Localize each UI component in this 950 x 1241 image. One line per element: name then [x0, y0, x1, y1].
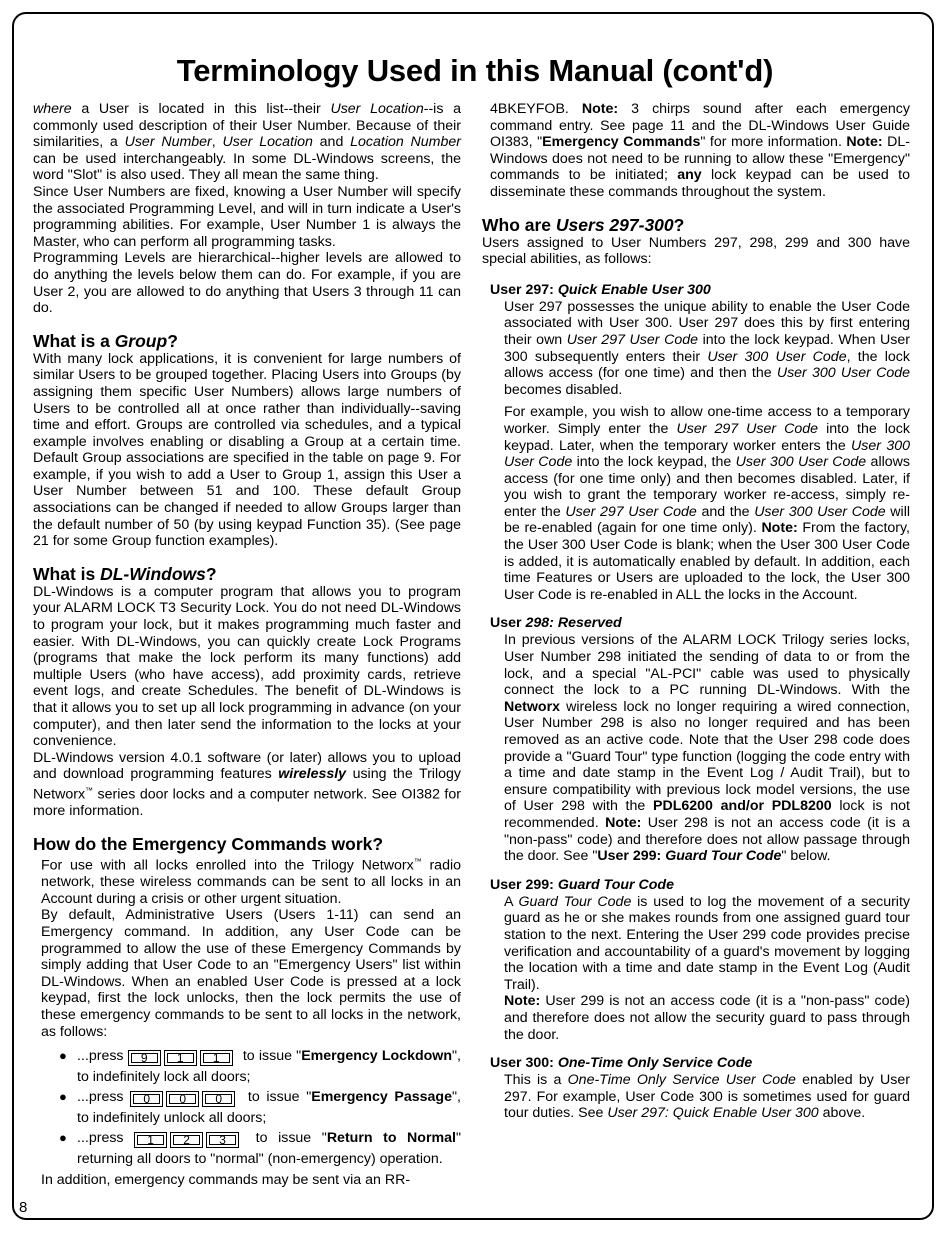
paragraph-user-297: User 297 possesses the unique ability to enable the User Code associated with User 300. User 297 does this by first entering their own User 297 User Code into the lock keypad. When User 300 subsequently enters their User 300 User Code, the lock allows access (for one time) and then the User 300 User Code becomes disabled.: [504, 298, 911, 398]
page-title: Terminology Used in this Manual (cont'd): [176, 53, 774, 88]
paragraph-user-location: where a User is located in this list--their User Location--is a commonly used description of their User Number. Because of their similarities, a User Number, User Location and Location Number can be used interchangeably. In some DL-Windows screens, the word "Slot" is also used. They all mean the same thing.: [33, 101, 461, 184]
paragraph-user-297-example: For example, you wish to allow one-time access to a temporary worker. Simply enter the User 297 User Code into the lock keypad. Later, when the temporary worker enters the User 300 User Code into the lock keypad, the User 300 User Code allows access (for one time only) and then becomes disabled. Later, if you wish to grant the temporary worker re-access, simply re-enter the User 297 User Code and the User 300 User Code will be re-enabled (again for one time only). Note: From the factory, the User 300 User Code is blank; when the User 300 User Code is added, it is automatically enabled by default. In addition, each time Features or Users are uploaded to the lock, the User 300 User Code is re-enabled in ALL the locks in the Account.: [504, 404, 910, 603]
page-number: 8: [19, 1199, 28, 1216]
heading-user-297: User 297: Quick Enable User 300: [490, 281, 711, 298]
heading-users-297-300: Who are Users 297-300?: [482, 214, 685, 235]
emergency-section: [33, 854, 461, 1189]
paragraph-user-299: A Guard Tour Code is used to log the movement of a security guard as he or she makes rounds from one assigned guard tour station to the next. Entering the User 299 code provides precise verification and accountability of a guard's movement by logging the location with a time and date stamp in the Event Log (Audit Trail).: [504, 893, 910, 993]
paragraph-user-300: This is a One-Time Only Service User Code enabled by User 297. For example, User Code 300 is sometimes used for guard tour duties. See User 297: Quick Enable User 300 above.: [504, 1072, 911, 1122]
heading-emergency-commands: How do the Emergency Commands work?: [33, 833, 384, 854]
paragraph-dl-windows-version: DL-Windows version 4.0.1 software (or later) allows you to upload and download programming features wirelessly using the Trilogy Networx™ series door locks and a computer network. See OI382 for more information.: [33, 749, 461, 820]
bullet-icon: ●: [59, 1089, 67, 1105]
user-298-section: [482, 632, 910, 864]
paragraph-user-numbers: Since User Numbers are fixed, knowing a User Number will specify the associated Programming Level, and will in turn indicate a User's programming abilities. For example, User Number 1 is always the Master, who can perform all programming tasks.: [33, 183, 461, 250]
heading-user-300: User 300: One-Time Only Service Code: [490, 1055, 753, 1072]
paragraph-group: With many lock applications, it is convenient for large numbers of similar Users to be grouped together. Placing Users into Groups (by assigning them specific User Numbers) allows large numbers of Users to be controlled all at once rather than individually--saving time and effort. Groups are controlled via schedules, and a typical example involves enabling or disabling a Group at a certain time. Default Group associations are specified in the table on page 9. For example, if you wish to add a User to Group 1, assign this User a User Number between 51 and 100. These default Group associations can be changed if needed to allow Groups larger than the default number of 50 (by using keypad Function 35). (See page 21 for some Group function examples).: [33, 350, 461, 550]
keypad-key: 3: [206, 1132, 239, 1148]
paragraph-user-298: In previous versions of the ALARM LOCK Trilogy series locks, User Number 298 initiated the sending of data to or from the lock, and a special "AL-PCI" cable was used to physically connect the lock to a PC running DL-Windows. With the Networx wireless lock no longer requiring a wired connection, User Number 298 is also no longer required and has been removed as an active code. Note that the User 298 code does provide a "Guard Tour" type function (logging the code entry with a time and date stamp in the Event Log / Audit Trail), but to ensure compatibility with previous lock model versions, the use of User 298 with the PDL6200 and/or PDL8200 lock is not recommended. Note: User 298 is not an access code (it is a "non-pass" code) and therefore does not allow passage through the door. See "User 299: Guard Tour Code" below.: [504, 632, 911, 865]
paragraph-users-intro: Users assigned to User Numbers 297, 298, 299 and 300 have special abilities, as follows:: [482, 234, 910, 268]
keypad-key: 1: [200, 1050, 233, 1066]
keypad-key: 2: [170, 1132, 203, 1148]
left-column: [33, 101, 461, 1189]
paragraph-programming-levels: Programming Levels are hierarchical--higher levels are allowed to do anything the levels below them can do. For example, if you are User 2, you are allowed to do anything that Users 3 through 11 can do.: [33, 250, 461, 317]
keypad-key: 0: [202, 1091, 235, 1107]
paragraph-dl-windows: DL-Windows is a computer program that allows you to program your ALARM LOCK T3 Security Lock. You do not need DL-Windows to program your lock, but it makes programming much faster and easier. With DL-Windows, you can quickly create Lock Programs (programs that make the lock perform its many functions) add multiple Users (who have access), add proximity cards, retrieve event logs, and create Schedules. The benefit of DL-Windows is that it allows you to set up all lock programming in advance (on your computer), and then later send the information to the locks at your convenience.: [33, 583, 461, 750]
command-lockdown: ● ...press 9 1 1 to issue "Emergency Lockdown", to indefinitely lock all doors;: [59, 1048, 461, 1085]
keypad-key: 0: [166, 1091, 199, 1107]
command-return-to-normal: ● ...press 1 2 3 to issue "Return to Normal" returning all doors to "normal" (non-emergency) operation.: [59, 1130, 461, 1167]
heading-user-299: User 299: Guard Tour Code: [490, 876, 674, 893]
paragraph-emergency-users: By default, Administrative Users (Users 1-11) can send an Emergency command. In addition, any User Code can be programmed to allow the use of these Emergency Commands by simply adding that User Code to an "Emergency Users" list within DL-Windows. When an enabled User Code is pressed at a lock keypad, first the lock unlocks, then the lock permits the use of these emergency commands to be sent to all locks in the network, as follows:: [41, 907, 461, 1040]
user-299-section: [482, 894, 910, 1043]
heading-dl-windows: What is DL-Windows?: [33, 563, 217, 584]
heading-user-298: User 298: Reserved: [490, 615, 622, 632]
keypad-key: 1: [134, 1132, 167, 1148]
bullet-icon: ●: [59, 1048, 67, 1064]
paragraph-keyfob: 4BKEYFOB. Note: 3 chirps sound after each emergency command entry. See page 11 and the DL-Windows User Guide OI383, "Emergency Commands" for more information. Note: DL-Windows does not need to be running to allow these "Emergency" commands to be initiated; any lock keypad can be used to disseminate these commands throughout the system.: [490, 101, 910, 200]
command-passage: ● ...press 0 0 0 to issue "Emergency Passage", to indefinitely unlock all doors;: [59, 1089, 461, 1126]
paragraph-emergency-rr: In addition, emergency commands may be sent via an RR-: [41, 1172, 411, 1189]
emergency-command-list: [41, 1046, 461, 1169]
heading-group: What is a Group?: [33, 330, 178, 351]
keypad-key: 0: [130, 1091, 163, 1107]
keypad-key: 9: [128, 1050, 161, 1066]
emergency-continued: [482, 101, 910, 201]
user-297-section: [482, 299, 910, 604]
paragraph-emergency-intro: For use with all locks enrolled into the Trilogy Networx™ radio network, these wireless commands can be sent to all locks in an Account during a crisis or other urgent situation.: [41, 856, 461, 907]
right-column: [482, 101, 910, 1122]
bullet-icon: ●: [59, 1130, 67, 1146]
paragraph-user-299-note: Note: User 299 is not an access code (it is a "non-pass" code) and therefore does not allow the security guard to pass through the door.: [504, 993, 910, 1043]
user-300-section: [482, 1072, 910, 1122]
keypad-key: 1: [164, 1050, 197, 1066]
